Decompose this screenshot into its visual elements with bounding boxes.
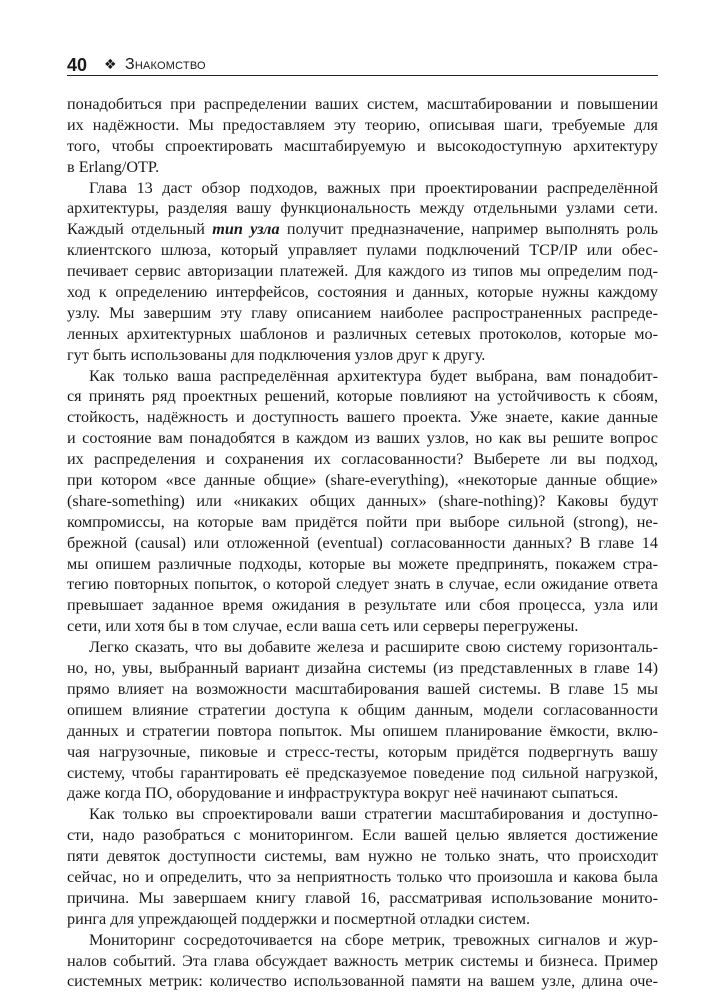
text-line: того, чтобы спроектировать масштабируемую и высокодоступную архитектуру: [67, 136, 658, 155]
paragraph: [67, 178, 658, 366]
text-line: пяти девяток доступности системы, вам нужно не только знать, что происходит: [67, 847, 658, 866]
text-line: сти, надо разобраться с мониторингом. Если вашей целью является достижение: [67, 826, 658, 845]
text-line: брежной (causal) или отложенной (eventual) согласованности данных? В главе 14: [67, 533, 658, 552]
text-line: но, но, увы, выбранный вариант дизайна системы (из представленных в главе 14): [67, 659, 658, 678]
text-line: прямо влияет на возможности масштабирования вашей системы. В главе 15 мы: [67, 679, 658, 698]
text-segment: Каждый отдельный: [67, 220, 213, 239]
text-segment: получит предназначение, например выполнять роль: [279, 220, 658, 239]
text-line: Как только вы спроектировали ваши стратегии масштабирования и доступно-: [89, 805, 658, 824]
text-line: архитектуры, разделяя вашу функциональность между отдельными узлами сети.: [67, 199, 658, 218]
text-line: причина. Мы завершаем книгу главой 16, рассматривая использование монито-: [67, 888, 658, 907]
text-line: узлу. Мы завершим эту главу описанием наиболее распространенных распреде-: [67, 303, 658, 322]
text-line: стойкость, надёжность и доступность вашего проекта. Уже знаете, какие данные: [67, 408, 658, 427]
text-line: ся принять ряд проектных решений, которые повлияют на устойчивость к сбоям,: [67, 387, 658, 406]
text-line: и состояние вам понадобятся в каждом из ваших узлов, но как вы решите вопрос: [67, 429, 658, 448]
text-line: печивает сервис авторизации платежей. Для каждого из типов мы определим под-: [67, 262, 658, 281]
chapter-title: Знакомство: [125, 56, 206, 73]
text-line: Мониторинг сосредоточивается на сборе метрик, тревожных сигналов и жур-: [89, 930, 658, 949]
paragraph: [67, 930, 658, 993]
text-line: системных метрик: количество использованной памяти на вашем узле, длина оче-: [67, 972, 658, 991]
page-number: 40: [67, 55, 88, 75]
text-line: сейчас, но и определить, что за неприятность только что произошла и какова была: [67, 867, 658, 886]
text-line: их распределения и сохранения их согласованности? Выберете ли вы подход,: [67, 450, 658, 469]
text-line: даже когда ПО, оборудование и инфраструктура вокруг неё начинают сыпаться.: [67, 784, 619, 803]
text-line: мы опишем различные подходы, которые вы можете предпринять, покажем стра-: [67, 554, 658, 573]
text-line: налов событий. Эта глава обсуждает важность метрик системы и бизнеса. Пример: [67, 951, 658, 970]
text-line: понадобиться при распределении ваших систем, масштабировании и повышении: [67, 95, 658, 113]
paragraph: [67, 804, 658, 929]
text-line: тегию повторных попыток, о которой следует знать в случае, если ожидание ответа: [67, 575, 658, 594]
text-line: их надёжности. Мы предоставляем эту теорию, описывая шаги, требуемые для: [67, 115, 658, 134]
text-line: Легко сказать, что вы добавите железа и расширите свою систему горизонталь-: [89, 638, 658, 657]
text-line: (share-something) или «никаких общих данных» (share-nothing)? Каковы будут: [67, 491, 658, 510]
running-header: [67, 53, 658, 76]
text-line: Как только ваша распределённая архитектура будет выбрана, вам понадобит-: [89, 366, 658, 385]
text-line: Глава 13 даст обзор подходов, важных при проектировании распределённой: [89, 178, 658, 197]
emphasized-term: тип узла: [212, 220, 280, 239]
text-line: компромиссы, на которые вам придётся пойти при выборе сильной (strong), не-: [67, 512, 658, 531]
text-line: сети, или хотя бы в том случае, если ваша сеть или серверы перегружены.: [67, 617, 579, 636]
text-line: при котором «все данные общие» (share-everything), «некоторые данные общие»: [67, 471, 658, 490]
paragraph: [67, 637, 658, 804]
text-line: ринга для упреждающей поддержки и посмертной отладки систем.: [67, 909, 531, 928]
text-line: данных и стратегии повтора попыток. Мы опишем планирование ёмкости, вклю-: [67, 721, 658, 740]
text-line: превышает заданное время ожидания в результате или сбоя процесса, узла или: [67, 596, 658, 615]
body-text: [67, 94, 658, 992]
text-line: гут быть использованы для подключения узлов друг к другу.: [67, 345, 486, 364]
text-line: ленных архитектурных шаблонов и различных сетевых протоколов, которые мо-: [67, 324, 658, 343]
text-line: опишем влияние стратегии доступа к общим данным, модели согласованности: [67, 700, 658, 719]
paragraph: [67, 94, 658, 178]
text-line: [67, 219, 658, 240]
text-line: клиентского шлюза, который управляет пулами подключений TCP/IP или обес-: [67, 241, 658, 260]
text-line: в Erlang/OTP.: [67, 157, 160, 176]
paragraph: [67, 366, 658, 638]
text-line: чая нагрузочные, пиковые и стресс-тесты, которым придётся подвергнуть вашу: [67, 742, 658, 761]
text-line: систему, чтобы гарантировать её предсказуемое поведение под сильной нагрузкой,: [67, 763, 658, 782]
text-line: ход к определению интерфейсов, состояния и данных, которые нужны каждому: [67, 283, 658, 302]
ornament-separator-icon: ❖: [104, 56, 117, 72]
